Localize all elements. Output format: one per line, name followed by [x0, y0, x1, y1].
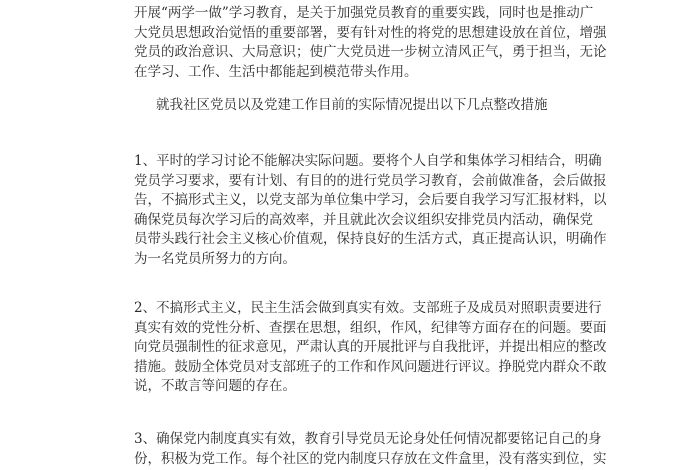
text-line: 向党员强制性的征求意见，严肃认真的开展批评与自我批评，并提出相应的整改 [134, 339, 607, 356]
intro-paragraph [134, 4, 607, 82]
text-line: 3、确保党内制度真实有效，教育引导党员无论身处任何情况都要铭记自己的身 [134, 431, 602, 447]
text-line: 开展“两学一做”学习教育，是关于加强党员教育的重要实践，同时也是推动广 [134, 5, 594, 21]
text-line: 大党员思想政治觉悟的重要部署，要有针对性的将党的思想建设放在首位，增强 [134, 24, 607, 41]
text-line: 1、平时的学习讨论不能解决实际问题。要将个人自学和集体学习相结合，明确 [134, 153, 602, 169]
text-line: 员带头践行社会主义核心价值观，保持良好的生活方式，真正提高认识，明确作 [134, 231, 607, 248]
measure-item-2 [134, 299, 607, 397]
text-line: 真实有效的党性分析、查摆在思想，组织，作风，纪律等方面存在的问题。要面 [134, 319, 607, 336]
text-line: 党员的政治意识、大局意识；使广大党员进一步树立清风正气，勇于担当，无论 [134, 44, 607, 61]
text-line: 措施。鼓励全体党员对支部班子的工作和作风问题进行评议。挣脱党内群众不敢 [134, 358, 607, 375]
text-line: 告，不搞形式主义，以党支部为单位集中学习，会后要自我学习写汇报材料，以 [134, 192, 607, 209]
text-line: 为一名党员所努力的方向。 [134, 250, 296, 267]
text-line: 在学习、工作、生活中都能起到模范带头作用。 [134, 63, 418, 80]
text-line: 确保党员每次学习后的高效率，并且就此次会议组织安排党员内活动，确保党 [134, 211, 593, 228]
text-line: 说，不敢言等问题的存在。 [134, 378, 296, 395]
text-line: 份，积极为党工作。每个社区的党内制度只存放在文件盒里，没有落实到位，实 [134, 450, 607, 467]
measure-item-3 [134, 430, 607, 469]
text-line: 党员学习要求，要有计划、有目的的进行党员学习教育，会前做准备，会后做报 [134, 172, 607, 189]
text-line: 2、不搞形式主义，民主生活会做到真实有效。支部班子及成员对照职责要进行 [134, 300, 602, 316]
section-heading: 就我社区党员以及党建工作目前的实际情况提出以下几点整改措施 [156, 97, 548, 113]
measure-item-1 [134, 152, 607, 270]
